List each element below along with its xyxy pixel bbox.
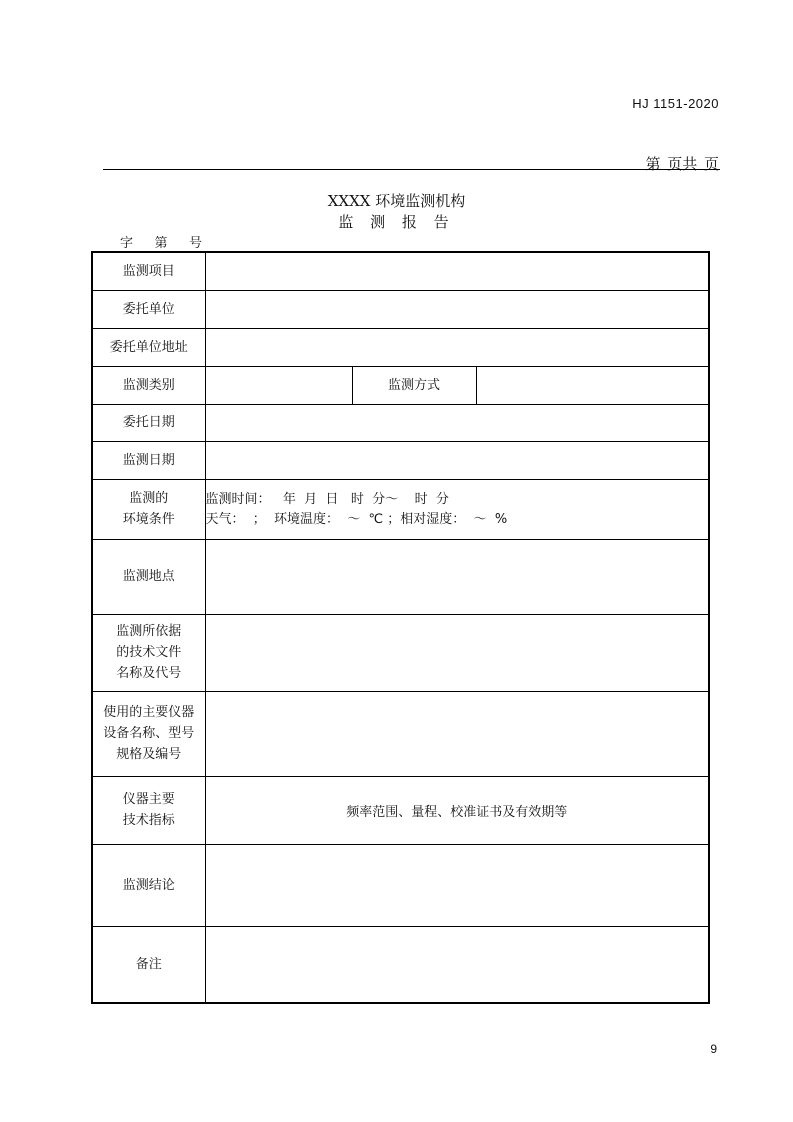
row-location — [92, 539, 709, 614]
technical-basis-label-line1: 监测所依据 — [116, 624, 182, 639]
client-address-field[interactable] — [205, 328, 709, 366]
environment-label-line2: 环境条件 — [122, 512, 175, 527]
report-form-table — [91, 251, 710, 1004]
instruments-label — [92, 691, 205, 776]
instruments-field[interactable] — [205, 691, 709, 776]
row-commission-date — [92, 404, 709, 441]
row-monitoring-date — [92, 441, 709, 479]
row-remarks — [92, 926, 709, 1003]
instrument-specs-label-line2: 技术指标 — [122, 813, 175, 828]
location-label: 监测地点 — [92, 539, 205, 614]
monitoring-category-label: 监测类别 — [92, 366, 205, 404]
report-subtitle: 监 测 报 告 — [338, 213, 455, 231]
technical-basis-field[interactable] — [205, 614, 709, 691]
row-monitoring-item — [92, 252, 709, 290]
monitoring-date-label: 监测日期 — [92, 441, 205, 479]
monitoring-item-label: 监测项目 — [92, 252, 205, 290]
monitoring-method-field[interactable] — [476, 366, 709, 404]
monitoring-method-label: 监测方式 — [352, 366, 476, 404]
weather-line: 天气： ； 环境温度： ～ ℃ ；相对湿度： ～ % — [205, 511, 508, 527]
environment-label — [92, 479, 205, 539]
monitoring-time-line: 监测时间： 年 月 日 时 分～ 时 分 — [205, 491, 449, 507]
commission-date-label: 委托日期 — [92, 404, 205, 441]
report-title: XXXX 环境监测机构 — [327, 192, 466, 210]
technical-basis-label — [92, 614, 205, 691]
row-client-unit — [92, 290, 709, 328]
client-unit-label: 委托单位 — [92, 290, 205, 328]
monitoring-date-field[interactable] — [205, 441, 709, 479]
row-environment — [92, 479, 709, 539]
page-number: 9 — [710, 1042, 717, 1056]
instruments-label-line2: 设备名称、型号 — [103, 726, 195, 741]
row-conclusion — [92, 844, 709, 926]
conclusion-field[interactable] — [205, 844, 709, 926]
row-client-address — [92, 328, 709, 366]
environment-label-line1: 监测的 — [129, 491, 169, 506]
row-technical-basis — [92, 614, 709, 691]
environment-field[interactable] — [205, 479, 709, 539]
header-rule — [103, 169, 720, 170]
instrument-specs-label-line1: 仪器主要 — [122, 792, 175, 807]
conclusion-label: 监测结论 — [92, 844, 205, 926]
remarks-label: 备注 — [92, 926, 205, 1003]
standard-code: HJ 1151-2020 — [632, 96, 719, 111]
client-address-label: 委托单位地址 — [92, 328, 205, 366]
page-counter: 第 页共 页 — [645, 155, 719, 173]
technical-basis-label-line2: 的技术文件 — [116, 645, 182, 660]
row-monitoring-category — [92, 366, 709, 404]
monitoring-item-field[interactable] — [205, 252, 709, 290]
location-field[interactable] — [205, 539, 709, 614]
instruments-label-line1: 使用的主要仪器 — [103, 705, 195, 720]
technical-basis-label-line3: 名称及代号 — [116, 666, 182, 681]
remarks-field[interactable] — [205, 926, 709, 1003]
commission-date-field[interactable] — [205, 404, 709, 441]
row-instruments — [92, 691, 709, 776]
client-unit-field[interactable] — [205, 290, 709, 328]
row-instrument-specs — [92, 776, 709, 844]
instruments-label-line3: 规格及编号 — [116, 747, 182, 762]
document-number: 字 第 号 — [120, 236, 204, 251]
instrument-specs-label — [92, 776, 205, 844]
instrument-specs-field[interactable]: 频率范围、量程、校准证书及有效期等 — [205, 776, 709, 844]
monitoring-category-field[interactable] — [205, 366, 352, 404]
